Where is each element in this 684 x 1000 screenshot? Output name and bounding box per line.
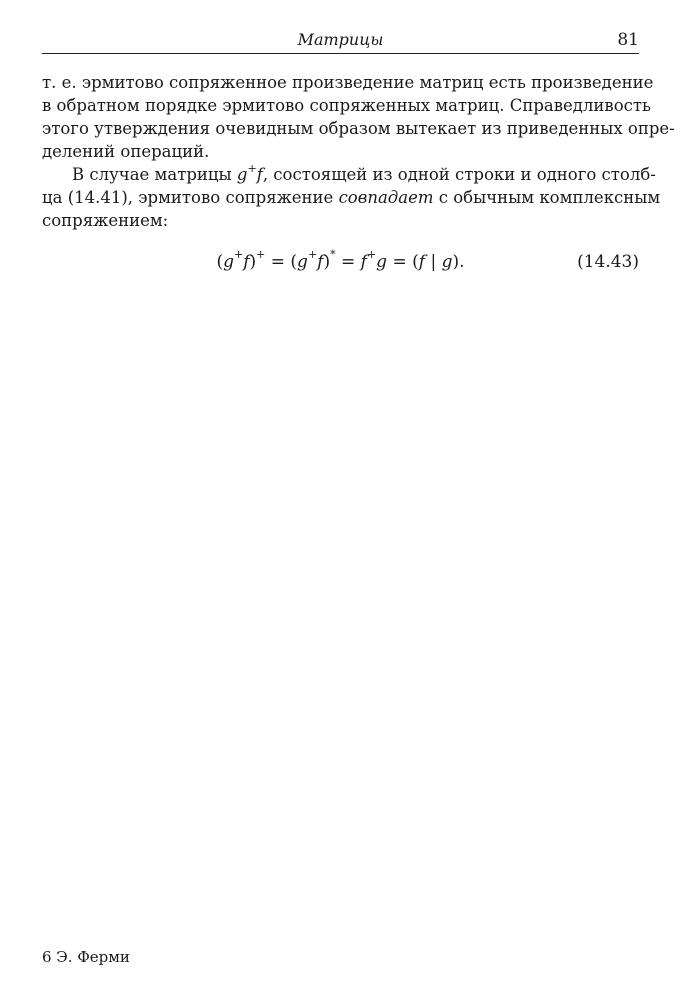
equation-14-43 xyxy=(42,247,639,277)
eq-symbol: f xyxy=(317,252,324,272)
eq-symbol: + xyxy=(233,248,244,262)
eq-symbol: = ( xyxy=(265,252,298,272)
text-fragment: , состоящей из одной строки и одного столб- xyxy=(262,165,656,184)
text-fragment: ца (14.41), эрмитово сопряжение xyxy=(42,188,334,207)
text-line xyxy=(42,186,661,209)
equation-body xyxy=(42,247,639,277)
eq-symbol: f xyxy=(243,252,250,272)
eq-symbol: + xyxy=(256,248,266,262)
eq-symbol: ) xyxy=(323,252,331,272)
body-text xyxy=(42,71,675,232)
eq-symbol: g xyxy=(376,252,388,272)
text-fragment: с обычным комплексным xyxy=(438,188,661,207)
eq-symbol: g xyxy=(441,252,453,272)
equation-number: (14.43) xyxy=(577,252,639,272)
eq-symbol: ). xyxy=(452,252,465,272)
eq-symbol: g xyxy=(297,252,308,272)
eq-symbol: * xyxy=(330,248,336,262)
eq-symbol: | xyxy=(425,252,442,272)
eq-symbol: f xyxy=(360,252,367,272)
text-line: т. е. эрмитово сопряженное произведение матриц есть произведение xyxy=(42,73,654,92)
eq-symbol: ( xyxy=(216,252,224,272)
text-line: сопряжением: xyxy=(42,211,169,230)
eq-symbol: f xyxy=(418,252,426,272)
eq-symbol: + xyxy=(366,248,377,262)
eq-symbol: = xyxy=(335,252,361,272)
signature-mark: 6 Э. Ферми xyxy=(42,948,130,966)
eq-symbol: ) xyxy=(249,252,257,272)
eq-symbol: = ( xyxy=(387,252,419,272)
emphasis: совпадает xyxy=(338,188,434,207)
eq-symbol: + xyxy=(307,248,318,262)
math-g: g xyxy=(236,165,248,184)
running-title: Матрицы xyxy=(297,30,384,49)
math-plus: + xyxy=(247,161,257,175)
text-line xyxy=(42,161,656,186)
page-number: 81 xyxy=(617,30,639,50)
text-line: этого утверждения очевидным образом вытекает из приведенных опре- xyxy=(42,119,675,138)
text-line: делений операций. xyxy=(42,142,210,161)
running-header xyxy=(42,28,639,52)
math-f: f xyxy=(256,165,263,184)
text-line: в обратном порядке эрмитово сопряженных матриц. Справедливость xyxy=(42,96,652,115)
eq-symbol: g xyxy=(223,252,234,272)
text-fragment: В случае матрицы xyxy=(72,165,232,184)
header-rule xyxy=(42,53,639,54)
